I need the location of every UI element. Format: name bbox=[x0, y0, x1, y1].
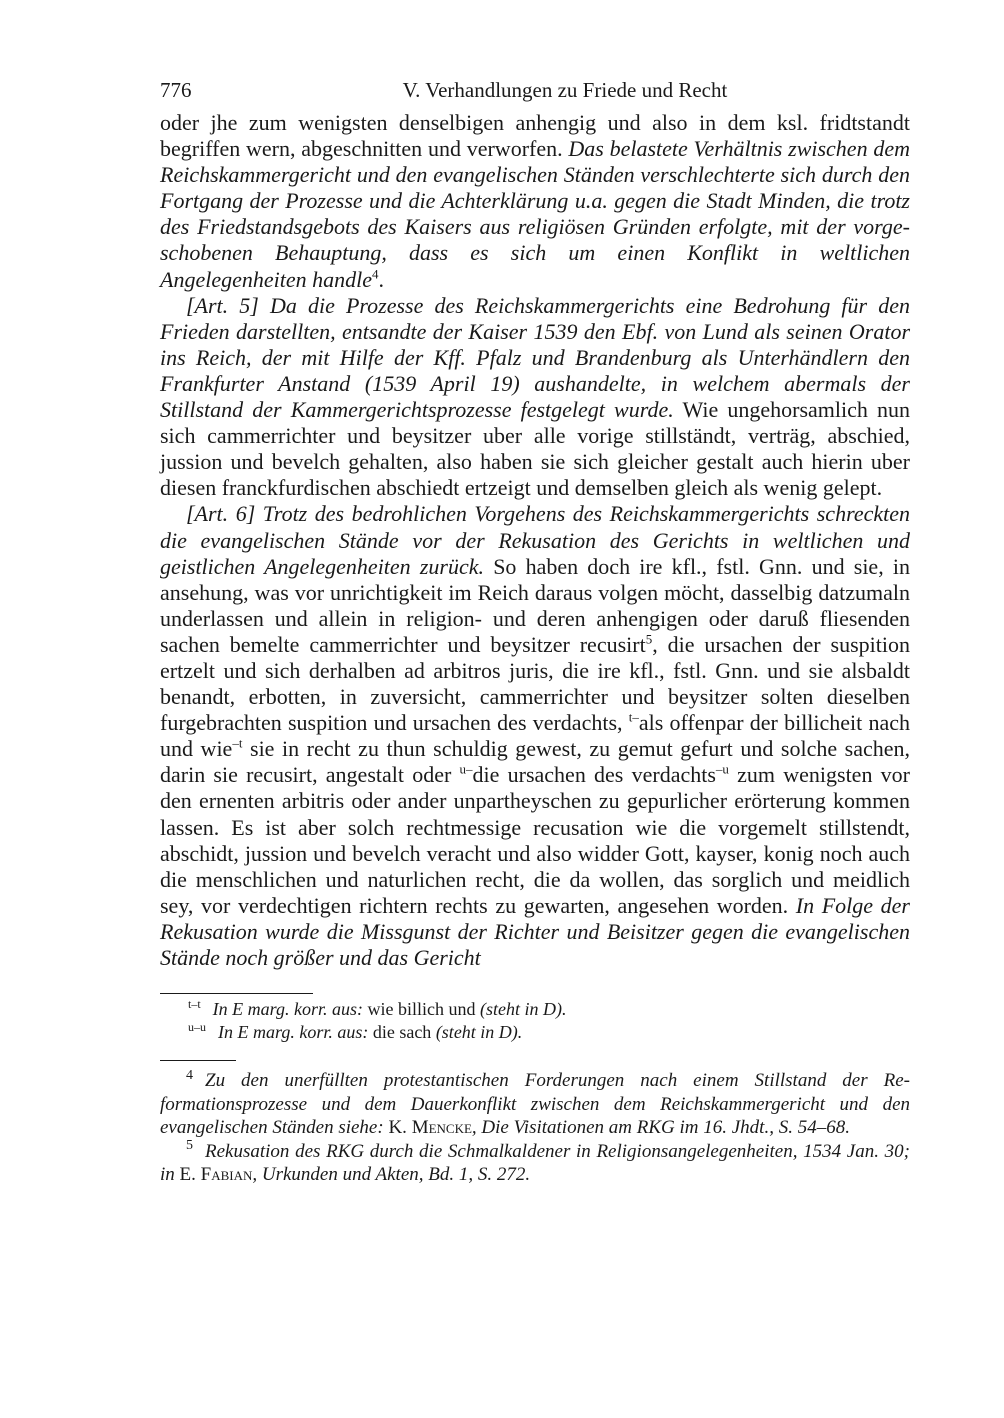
page-number: 776 bbox=[160, 78, 192, 102]
apparatus-mark-u-close: –u bbox=[715, 762, 729, 778]
author-initial: E. bbox=[174, 1164, 201, 1186]
apparatus-mark-t-close: –t bbox=[232, 735, 243, 751]
footnote-divider bbox=[160, 1060, 236, 1061]
apparatus-note: In E marg. korr. aus: bbox=[212, 999, 363, 1020]
text-run: als offenpar der billicheit nach und wie bbox=[160, 710, 911, 762]
text-run: , die ursachen der suspition ertzelt und sich derhalben ad arbitros juris, die ire kfl., fstl. Gnn. und sie alsbaldt benandt, erbotten, in zuversicht, cammerrichter und beysitzer solten dieselben furgebrachten suspition und ursachen des verdachts, bbox=[160, 631, 911, 736]
apparatus-mark-t-open: t– bbox=[628, 709, 639, 725]
apparatus-note: (steht in D). bbox=[435, 1022, 523, 1043]
text-run: oder jhe zum wenigsten denselbigen anhengig und also in dem ksl. fridtstandt begriffen wern, abgeschnitten und verworfen. bbox=[160, 110, 910, 162]
text-run: zum wenigsten vor den ernenten arbitris oder ander unpartheyschen zu gepurlicher erörterung kommen lassen. Es ist aber solch rechtmessige recusation wie die vorgemelt stillstendt, abschidt, jussion und bevelch veracht und also widder Gott, kayser, konig noch auch die menschlichen und naturlichen recht, die da wollen, das sorglich und meidlich sey, vor verdechtigen richtern rechts zu gewarten, angesehen worden. bbox=[160, 762, 910, 918]
editorial-summary: [Art. 5] Da die Prozesse des Reichskammergerichts eine Bedrohung für den Frieden darstellten, entsandte der Kaiser 1539 den Ebf. von Lund als seinen Orator ins Reich, der mit Hilfe der Kff. Pfalz und Brandenburg als Unterhändlern den Frankfurter Anstand (1539 April 19) aushandelte, in welchem abermals der Stillstand der Kammergerichtsprozesse festgelegt wurde. bbox=[160, 292, 910, 423]
editorial-summary: In Folge der Rekusation wurde die Missgunst der Richter und Beisitzer gegen die evangelischen Stände noch größer und das Gericht bbox=[160, 892, 910, 970]
footnote-text: , Urkunden und Akten, Bd. 1, S. 272. bbox=[252, 1164, 531, 1186]
critical-apparatus bbox=[160, 998, 910, 1044]
paragraph-art-6 bbox=[160, 501, 910, 971]
apparatus-note: In E marg. korr. aus: bbox=[218, 1022, 369, 1043]
document-page bbox=[160, 78, 910, 1187]
text-run: die ursachen des verdachts bbox=[472, 762, 716, 788]
paragraph-1 bbox=[160, 110, 910, 293]
footnote-text: Zu den unerfüllten protestantischen Forderungen nach einem Stillstand der Reformationsprozesse und dem Dauerkonflikt zwischen dem Reichskammergericht und den evangelischen Ständen siehe: bbox=[160, 1070, 910, 1139]
apparatus-entry bbox=[160, 1021, 910, 1044]
footnotes bbox=[160, 1069, 910, 1187]
editorial-summary: [Art. 6] Trotz des bedrohlichen Vorgehens des Reichskammergerichts schreckten die evangelischen Stände vor der Rekusation des Gerichts in weltlichen und geistlichen Angelegenheiten zurück. bbox=[160, 501, 910, 579]
footnote-text: Rekusation des RKG durch die Schmalkaldener in Religionsangelegenheiten, 1534 Jan. 30; in bbox=[160, 1140, 910, 1186]
footnote-4 bbox=[160, 1069, 910, 1140]
apparatus-siglum: t–t bbox=[188, 997, 201, 1012]
author-initial: K. bbox=[383, 1117, 412, 1139]
main-text bbox=[160, 110, 910, 971]
apparatus-divider bbox=[160, 993, 313, 994]
apparatus-reading: wie billich und bbox=[363, 999, 480, 1020]
footnote-ref-4[interactable]: 4 bbox=[371, 266, 379, 282]
apparatus-siglum: u–u bbox=[188, 1020, 206, 1035]
apparatus-mark-u-open: u– bbox=[459, 762, 473, 778]
apparatus-note: (steht in D). bbox=[479, 999, 567, 1020]
text-run: So haben doch ire kfl., fstl. Gnn. und sie, in ansehung, was vor unrichtigkeit im Reich daraus volgen möcht, dasselbig datzumaln underlassen und allein in religion- und deren anhengigen oder daruß fliesenden sachen bemelte cammerrichter und beysitzer recusirt bbox=[160, 553, 910, 657]
footnote-ref-5[interactable]: 5 bbox=[645, 631, 653, 647]
text-run: . bbox=[378, 266, 384, 292]
footnote-number: 5 bbox=[186, 1138, 193, 1154]
footnote-number: 4 bbox=[186, 1067, 193, 1083]
apparatus-reading: die sach bbox=[368, 1022, 436, 1043]
footnote-text: , Die Visitationen am RKG im 16. Jhdt., S. 54–68. bbox=[471, 1117, 850, 1139]
apparatus-entry bbox=[160, 998, 910, 1021]
author-name: Fabian bbox=[200, 1164, 253, 1186]
paragraph-art-5 bbox=[160, 293, 910, 502]
footnote-5 bbox=[160, 1140, 910, 1187]
running-head: V. Verhandlungen zu Friede und Recht bbox=[402, 78, 728, 102]
text-run: Wie ungehorsamlich nun sich cammerrichter und beysitzer uber alle vorige stillständt, verträg, abschied, jussion und bevelch gehalten, also haben sie sich gleicher gestalt auch hierin uber diesen franckfurdischen abschiedt ertzeigt und demselben gleich als wenig gelept. bbox=[160, 397, 910, 501]
page-header bbox=[160, 78, 910, 110]
text-run: sie in recht zu thun schuldig gewest, zu gemut gefurt und solche sachen, darin sie recusirt, angestalt oder bbox=[160, 736, 910, 788]
author-name: Mencke bbox=[411, 1117, 472, 1139]
editorial-summary: Das belastete Verhältnis zwischen dem Reichskammergericht und den evangelischen Ständen verschlechterte sich durch den Fortgang der Prozesse und die Achterklärung u.a. gegen die Stadt Minden, die trotz des Friedstandsgebots des Kaisers aus religiösen Gründen erfolgte, mit der vorgeschobenen Behauptung, dass es sich um einen Konflikt in weltlichen Angelegenheiten handle bbox=[160, 136, 910, 292]
